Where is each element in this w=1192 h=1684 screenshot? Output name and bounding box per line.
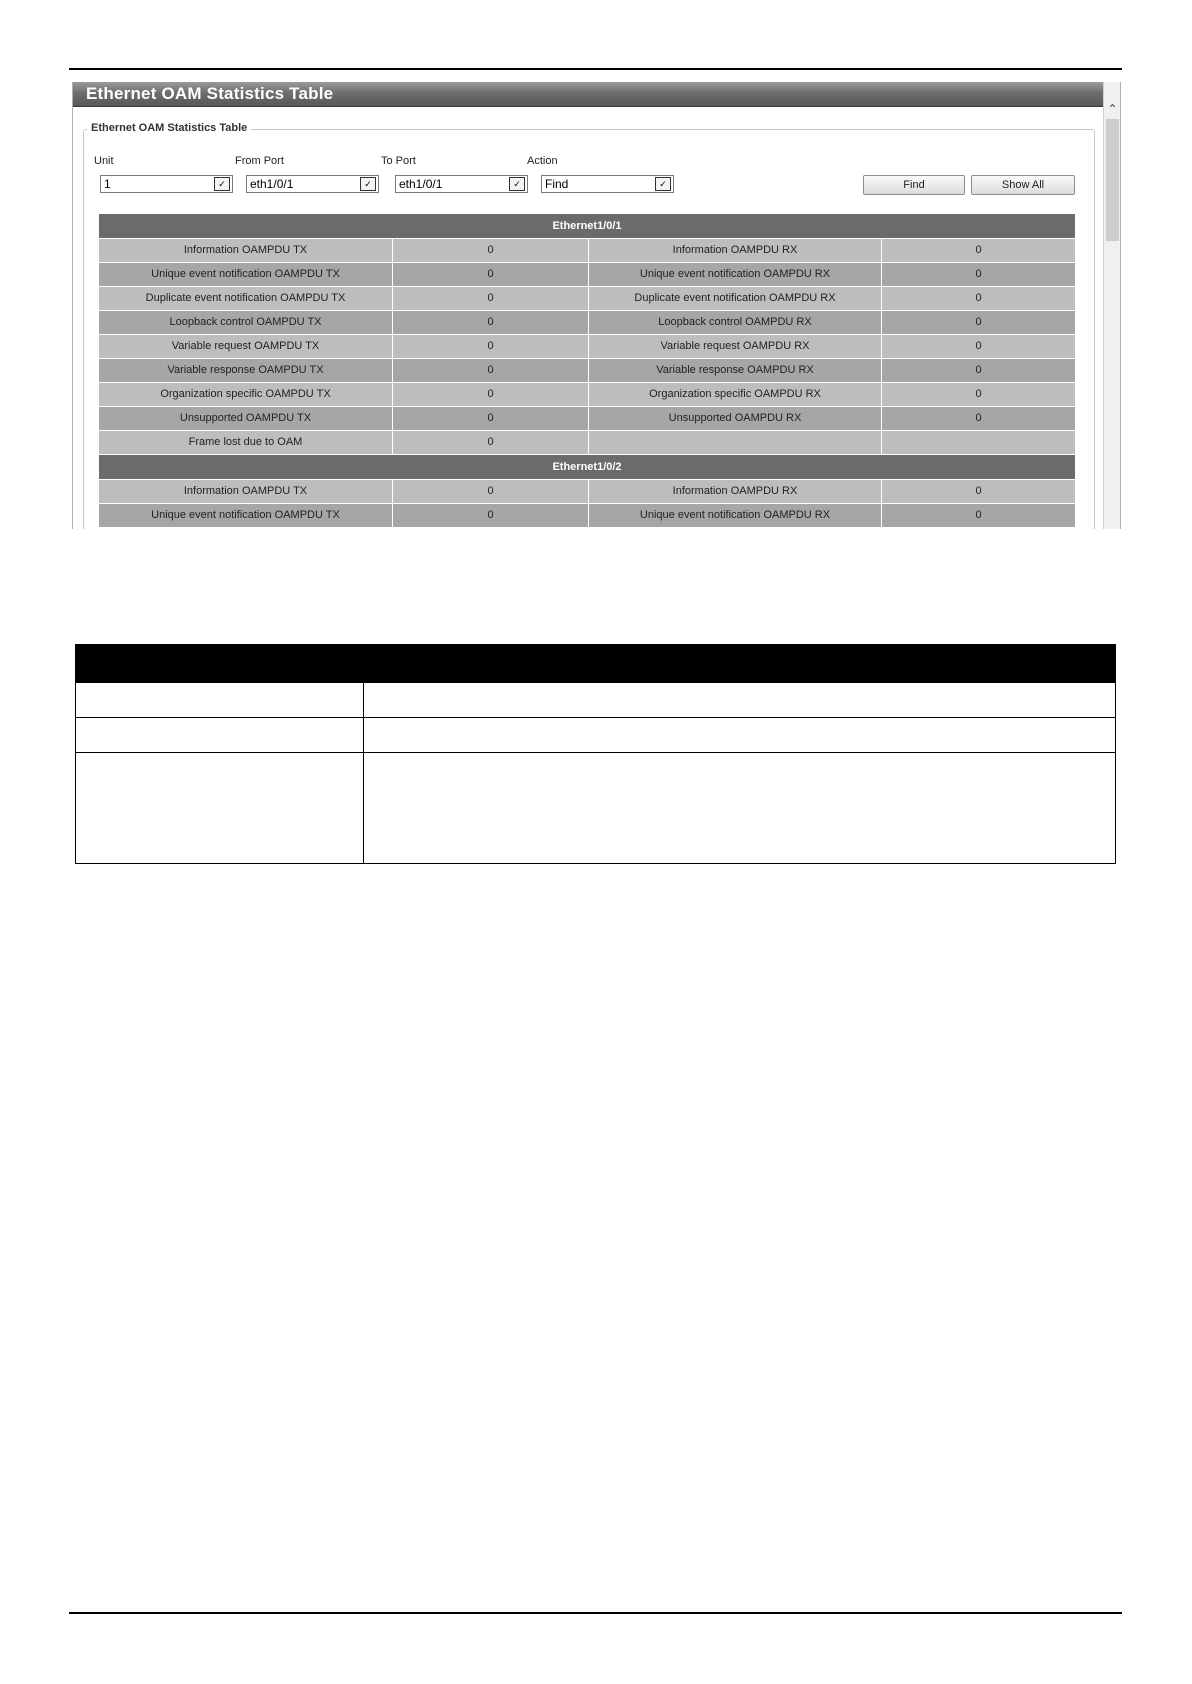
tx-label-cell: Information OAMPDU TX: [99, 480, 393, 503]
screenshot-panel: [72, 82, 1121, 529]
scroll-thumb[interactable]: [1106, 119, 1119, 241]
rx-value-cell: 0: [975, 292, 982, 304]
parameter-row: [76, 682, 1115, 717]
rx-label-cell: Loopback control OAMPDU RX: [589, 311, 882, 334]
rx-label-cell: [589, 431, 882, 454]
rx-label-cell: Variable response OAMPDU RX: [589, 359, 882, 382]
tx-label-cell: Duplicate event notification OAMPDU TX: [99, 287, 393, 310]
parameter-table: [75, 644, 1116, 864]
tx-label-cell: Organization specific OAMPDU TX: [99, 383, 393, 406]
tx-value-cell: 0: [393, 480, 589, 503]
rx-value-cell: 0: [975, 509, 982, 521]
table-row: [99, 480, 1075, 504]
parameter-cell: [76, 683, 364, 717]
rx-label-cell: Unsupported OAMPDU RX: [589, 407, 882, 430]
description-cell: [364, 753, 1115, 863]
table-row: [99, 359, 1075, 383]
fieldset-legend: Ethernet OAM Statistics Table: [87, 122, 251, 134]
rx-value-cell: 0: [975, 340, 982, 352]
rx-label-cell: Information OAMPDU RX: [589, 480, 882, 503]
rx-value-cell: 0: [975, 244, 982, 256]
rx-label-cell: Unique event notification OAMPDU RX: [589, 263, 882, 286]
rx-value-cell: 0: [975, 388, 982, 400]
rx-value-cell: [882, 431, 1075, 454]
table-row: [99, 431, 1075, 455]
statistics-table: [99, 214, 1075, 528]
description-cell: [364, 683, 1115, 717]
rx-value-cell: 0: [975, 316, 982, 328]
chevron-down-icon: ✓: [360, 177, 376, 191]
action-select[interactable]: [541, 175, 674, 193]
to-port-select[interactable]: [395, 175, 528, 193]
tx-value-cell: 0: [393, 504, 589, 527]
tx-label-cell: Unsupported OAMPDU TX: [99, 407, 393, 430]
tx-value-cell: 0: [393, 239, 589, 262]
table-row: [99, 383, 1075, 407]
description-cell: [364, 718, 1115, 752]
unit-select-value: 1: [104, 177, 111, 191]
tx-value-cell: 0: [393, 311, 589, 334]
tx-label-cell: Frame lost due to OAM: [99, 431, 393, 454]
show-all-button[interactable]: Show All: [971, 175, 1075, 195]
rx-value-cell: 0: [975, 412, 982, 424]
tx-label-cell: Loopback control OAMPDU TX: [99, 311, 393, 334]
to-port-label: To Port: [381, 155, 416, 167]
table-row: [99, 335, 1075, 359]
rx-label-cell: Organization specific OAMPDU RX: [589, 383, 882, 406]
port-group-header: Ethernet1/0/1: [99, 214, 1075, 239]
from-port-select-value: eth1/0/1: [250, 177, 294, 191]
tx-value-cell: 0: [393, 287, 589, 310]
parameter-table-header: [76, 645, 1115, 682]
parameter-row: [76, 752, 1115, 863]
unit-label: Unit: [94, 155, 114, 167]
action-label: Action: [527, 155, 558, 167]
port-group-header: Ethernet1/0/2: [99, 455, 1075, 480]
table-row: [99, 311, 1075, 335]
table-row: [99, 504, 1075, 528]
rx-value-cell: 0: [975, 268, 982, 280]
parameter-cell: [76, 753, 364, 863]
to-port-select-value: eth1/0/1: [399, 177, 443, 191]
bottom-rule: [69, 1612, 1122, 1614]
rx-value-cell: 0: [975, 364, 982, 376]
find-button[interactable]: Find: [863, 175, 965, 195]
chevron-down-icon: ✓: [655, 177, 671, 191]
tx-value-cell: 0: [393, 263, 589, 286]
table-row: [99, 287, 1075, 311]
table-row: [99, 263, 1075, 287]
tx-value-cell: 0: [393, 359, 589, 382]
action-select-value: Find: [545, 177, 569, 191]
chevron-up-icon[interactable]: ⌃: [1107, 102, 1118, 116]
tx-value-cell: 0: [393, 383, 589, 406]
tx-label-cell: Unique event notification OAMPDU TX: [99, 504, 393, 527]
rx-label-cell: Duplicate event notification OAMPDU RX: [589, 287, 882, 310]
vertical-scrollbar[interactable]: [1103, 82, 1121, 529]
rx-label-cell: Unique event notification OAMPDU RX: [589, 504, 882, 527]
tx-label-cell: Variable response OAMPDU TX: [99, 359, 393, 382]
tx-label-cell: Information OAMPDU TX: [99, 239, 393, 262]
window-titlebar: [73, 82, 1103, 107]
window-title: Ethernet OAM Statistics Table: [86, 84, 334, 103]
top-rule: [69, 68, 1122, 70]
tx-label-cell: Unique event notification OAMPDU TX: [99, 263, 393, 286]
chevron-down-icon: ✓: [214, 177, 230, 191]
rx-label-cell: Variable request OAMPDU RX: [589, 335, 882, 358]
chevron-down-icon: ✓: [509, 177, 525, 191]
unit-select[interactable]: [100, 175, 233, 193]
from-port-label: From Port: [235, 155, 284, 167]
from-port-select[interactable]: [246, 175, 379, 193]
table-row: [99, 239, 1075, 263]
table-row: [99, 407, 1075, 431]
parameter-cell: [76, 718, 364, 752]
tx-value-cell: 0: [393, 335, 589, 358]
tx-label-cell: Variable request OAMPDU TX: [99, 335, 393, 358]
parameter-row: [76, 717, 1115, 752]
rx-label-cell: Information OAMPDU RX: [589, 239, 882, 262]
tx-value-cell: 0: [393, 431, 589, 454]
tx-value-cell: 0: [393, 407, 589, 430]
rx-value-cell: 0: [975, 485, 982, 497]
